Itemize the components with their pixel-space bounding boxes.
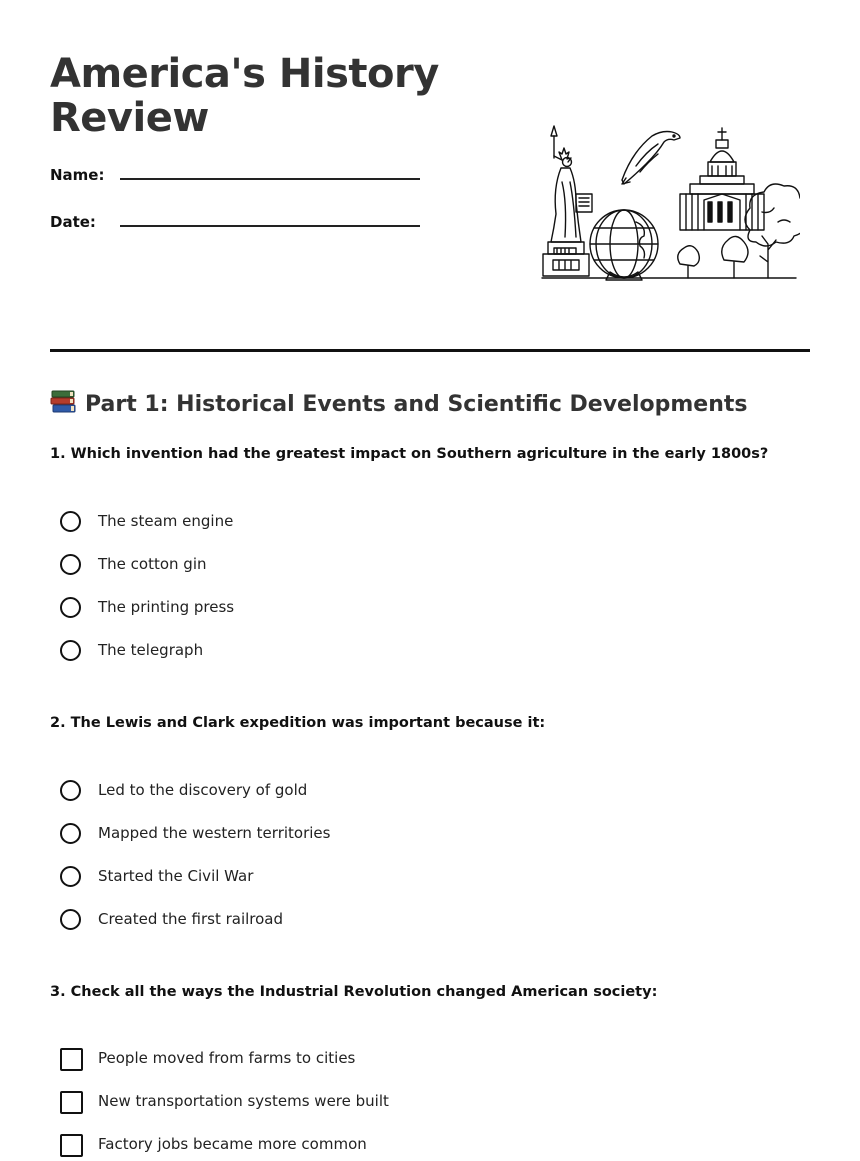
radio-button[interactable]: [60, 597, 81, 618]
date-input-line[interactable]: [120, 225, 420, 227]
title-line-1: America's History: [50, 51, 439, 97]
date-field[interactable]: [50, 213, 420, 243]
radio-button[interactable]: [60, 909, 81, 930]
option-label: Mapped the western territories: [98, 824, 331, 842]
q2-option-3[interactable]: [60, 866, 560, 892]
q1-option-4[interactable]: [60, 640, 560, 666]
name-field[interactable]: [50, 166, 420, 196]
q3-option-1[interactable]: [60, 1048, 560, 1074]
americana-illustration: [540, 122, 800, 284]
q2-option-2[interactable]: [60, 823, 560, 849]
q3-option-3[interactable]: [60, 1134, 560, 1160]
radio-button[interactable]: [60, 554, 81, 575]
capitol-building-icon: [680, 128, 764, 230]
option-label: The cotton gin: [98, 555, 207, 573]
option-label: New transportation systems were built: [98, 1092, 389, 1110]
option-label: Created the first railroad: [98, 910, 284, 928]
part1-title-text: Part 1: Historical Events and Scientific Developments: [85, 392, 748, 417]
checkbox[interactable]: [60, 1134, 83, 1157]
question-1: 1. Which invention had the greatest impact on Southern agriculture in the early 1800s?: [50, 446, 769, 462]
globe-icon: [590, 210, 658, 280]
q1-option-2[interactable]: [60, 554, 560, 580]
q2-option-1[interactable]: [60, 780, 560, 806]
q1-option-1[interactable]: [60, 511, 560, 537]
question-2: 2. The Lewis and Clark expedition was important because it:: [50, 715, 546, 731]
checkbox[interactable]: [60, 1048, 83, 1071]
name-label: Name:: [50, 166, 105, 184]
option-label: The telegraph: [98, 641, 204, 659]
checkbox[interactable]: [60, 1091, 83, 1114]
option-label: The steam engine: [98, 512, 234, 530]
eagle-icon: [622, 132, 680, 185]
option-label: People moved from farms to cities: [98, 1049, 356, 1067]
worksheet-title: [50, 52, 439, 140]
option-label: Factory jobs became more common: [98, 1135, 367, 1153]
title-line-2: Review: [50, 95, 209, 141]
option-label: Started the Civil War: [98, 867, 254, 885]
statue-of-liberty-icon: [543, 126, 592, 276]
date-label: Date:: [50, 213, 96, 231]
radio-button[interactable]: [60, 780, 81, 801]
option-label: The printing press: [98, 598, 235, 616]
header-divider: [50, 349, 810, 352]
radio-button[interactable]: [60, 823, 81, 844]
q2-option-4[interactable]: [60, 909, 560, 935]
option-label: Led to the discovery of gold: [98, 781, 308, 799]
q3-option-2[interactable]: [60, 1091, 560, 1117]
radio-button[interactable]: [60, 640, 81, 661]
radio-button[interactable]: [60, 866, 81, 887]
q1-option-3[interactable]: [60, 597, 560, 623]
books-icon: [50, 389, 77, 415]
name-input-line[interactable]: [120, 178, 420, 180]
tree-icon: [678, 184, 800, 278]
part1-title: [50, 389, 748, 420]
question-3: 3. Check all the ways the Industrial Revolution changed American society:: [50, 984, 658, 1000]
radio-button[interactable]: [60, 511, 81, 532]
